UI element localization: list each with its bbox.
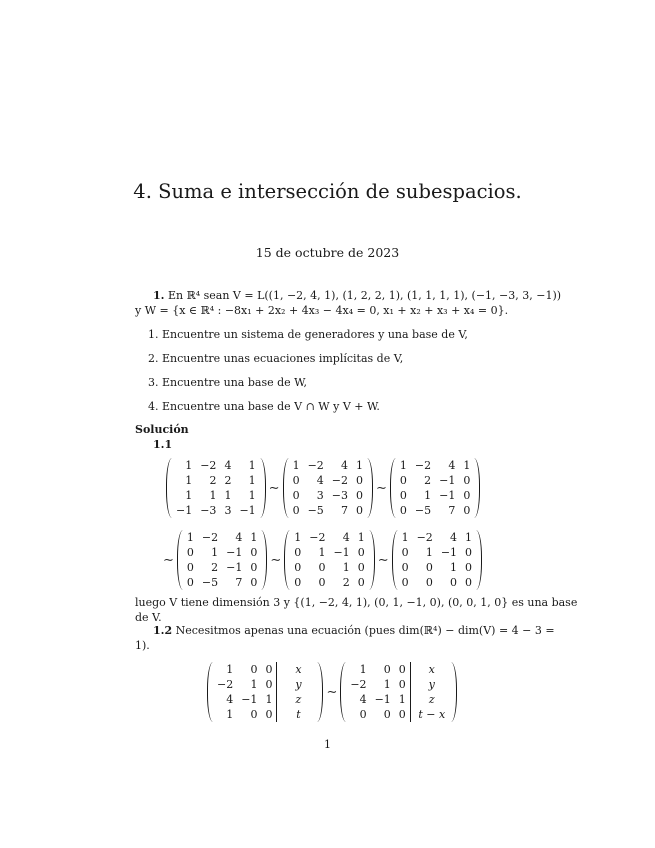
augmented-entry: y xyxy=(277,677,318,692)
matrix-entry: 3 xyxy=(316,489,324,502)
problem-item-2: 2. Encuentre unas ecuaciones implícitas de V, xyxy=(148,352,404,365)
matrix-entry: −2 xyxy=(416,531,433,544)
matrix-2-2 xyxy=(284,530,374,590)
left-paren xyxy=(177,530,183,590)
matrix-entry: 0 xyxy=(383,708,391,721)
matrix-entry: 1 xyxy=(294,531,302,544)
matrix-entry: 0 xyxy=(318,561,326,574)
matrix-entry: 1 xyxy=(185,459,193,472)
matrix-entry: 0 xyxy=(294,576,302,589)
matrix-entry: 1 xyxy=(250,678,258,691)
right-paren xyxy=(476,530,482,590)
matrix-entry: 4 xyxy=(226,693,234,706)
matrix-entry: 3 xyxy=(224,504,232,517)
augmented-entry: y xyxy=(410,677,451,692)
matrix-entry: 0 xyxy=(250,546,258,559)
matrix-entry: −1 xyxy=(439,489,456,502)
matrix-entry: 1 xyxy=(226,663,234,676)
matrix-entry: −1 xyxy=(241,693,258,706)
matrix-entry: −5 xyxy=(414,504,432,517)
matrix-entry: 0 xyxy=(401,561,409,574)
matrix-entry: 0 xyxy=(450,576,458,589)
matrix-entry: 1 xyxy=(318,546,326,559)
matrix-entry: 1 xyxy=(398,693,406,706)
left-paren xyxy=(284,530,290,590)
matrix-1-2 xyxy=(283,458,373,518)
right-paren xyxy=(451,662,457,722)
matrix-entry: 0 xyxy=(292,504,300,517)
augmented-row xyxy=(207,662,457,722)
matrix-entry: 1 xyxy=(465,531,473,544)
matrix-entry: 2 xyxy=(209,474,217,487)
page-title: 4. Suma e intersección de subespacios. xyxy=(133,180,522,203)
matrix-entry: 1 xyxy=(185,489,193,502)
matrix-entry: 0 xyxy=(357,561,365,574)
matrix-entry: 1 xyxy=(359,663,367,676)
matrix-entry: 2 xyxy=(342,576,350,589)
matrix-entry: 1 xyxy=(248,459,256,472)
matrix-entry: 0 xyxy=(356,489,363,502)
matrix-entry: 0 xyxy=(465,576,473,589)
matrix-entry: 0 xyxy=(398,663,406,676)
matrix-entry: 0 xyxy=(465,546,473,559)
problem-item-1: 1. Encuentre un sistema de generadores y una base de V, xyxy=(148,328,468,341)
matrix-entry: 1 xyxy=(401,531,409,544)
matrix-entry: 0 xyxy=(398,708,406,721)
matrix-entry: −5 xyxy=(307,504,324,517)
matrix-entry: 0 xyxy=(399,489,407,502)
matrix-entry: 0 xyxy=(186,561,194,574)
matrix-entry: 0 xyxy=(265,663,273,676)
equivalence-tilde: ∼ xyxy=(270,552,282,568)
matrix-entry: −2 xyxy=(331,474,348,487)
matrix-entry: 0 xyxy=(294,546,302,559)
matrix-entry: 0 xyxy=(401,576,409,589)
problem-statement-2: y W = {x ∈ ℝ⁴ : −8x₁ + 2x₂ + 4x₃ − 4x₄ = 0, x₁ + x₂ + x₃ + x₄ = 0}. xyxy=(135,304,509,317)
augmented-entry: x xyxy=(410,662,451,677)
augmented-entry: x xyxy=(277,662,318,677)
subsection-1-2-text: Necesitmos apenas una ecuación (pues dim(ℝ⁴) − dim(V) = 4 − 3 = xyxy=(175,624,555,637)
problem-item-3: 3. Encuentre una base de W, xyxy=(148,376,308,389)
matrix-entry: 7 xyxy=(341,504,348,517)
matrix-row-2 xyxy=(160,530,482,590)
augmented-matrix-1 xyxy=(207,662,323,722)
matrix-entry: 0 xyxy=(292,474,300,487)
matrix-entry: −3 xyxy=(200,504,217,517)
matrix-entry: 0 xyxy=(425,576,433,589)
augmented-entry: t − x xyxy=(410,707,451,722)
matrix-entry: 0 xyxy=(294,561,302,574)
matrix-entry: 1 xyxy=(248,489,256,502)
matrix-entry: 0 xyxy=(399,504,407,517)
left-paren xyxy=(166,458,172,518)
matrix-entry: 1 xyxy=(211,546,219,559)
matrix-row-1 xyxy=(166,458,480,518)
right-paren xyxy=(317,662,323,722)
equivalence-tilde: ∼ xyxy=(376,480,387,496)
matrix-entry: 1 xyxy=(463,459,471,472)
matrix-entry: 0 xyxy=(265,708,273,721)
matrix-entry: 1 xyxy=(209,489,217,502)
matrix-entry: 0 xyxy=(250,576,258,589)
right-paren xyxy=(367,458,373,518)
matrix-entry: −2 xyxy=(414,459,432,472)
matrix-entry: 1 xyxy=(383,678,391,691)
matrix-entry: −2 xyxy=(307,459,324,472)
matrix-entry: 4 xyxy=(341,459,348,472)
matrix-entry: 1 xyxy=(250,531,258,544)
matrix-1-1 xyxy=(166,458,266,518)
left-paren xyxy=(207,662,213,722)
matrix-entry: 4 xyxy=(235,531,243,544)
right-paren xyxy=(474,458,480,518)
right-paren xyxy=(260,458,266,518)
matrix-entry: 0 xyxy=(399,474,407,487)
matrix-entry: 1 xyxy=(399,459,407,472)
matrix-entry: 0 xyxy=(463,474,471,487)
matrix-entry: 1 xyxy=(357,531,365,544)
matrix-entry: 1 xyxy=(292,459,300,472)
left-paren xyxy=(340,662,346,722)
matrix-entry: 4 xyxy=(316,474,324,487)
problem-statement-1: En ℝ⁴ sean V = L((1, −2, 4, 1), (1, 2, 2, 1), (1, 1, 1, 1), (−1, −3, 3, −1)) xyxy=(167,289,562,302)
matrix-entry: 0 xyxy=(250,663,258,676)
matrix-entry: −2 xyxy=(350,678,367,691)
matrix-entry: −1 xyxy=(333,546,350,559)
problem-item-4: 4. Encuentre una base de V ∩ W y V + W. xyxy=(148,400,380,413)
matrix-entry: 0 xyxy=(186,576,194,589)
matrix-entry: 1 xyxy=(248,474,256,487)
left-paren xyxy=(392,530,398,590)
matrix-entry: 0 xyxy=(425,561,433,574)
page-date: 15 de octubre de 2023 xyxy=(255,245,400,260)
matrix-entry: 0 xyxy=(357,576,365,589)
matrix-entry: −2 xyxy=(200,459,217,472)
augmented-entry: t xyxy=(277,707,318,722)
subsection-1-1: 1.1 xyxy=(153,438,173,451)
matrix-entry: 7 xyxy=(448,504,456,517)
matrix-entry: −1 xyxy=(440,546,458,559)
matrix-entry: 2 xyxy=(424,474,432,487)
matrix-entry: −1 xyxy=(226,561,243,574)
matrix-entry: 1 xyxy=(185,474,193,487)
augmented-entry: z xyxy=(277,692,318,707)
matrix-entry: 0 xyxy=(356,504,363,517)
matrix-entry: 0 xyxy=(359,708,367,721)
matrix-entry: 1 xyxy=(224,489,232,502)
matrix-entry: 4 xyxy=(359,693,367,706)
matrix-entry: −5 xyxy=(201,576,219,589)
matrix-entry: 4 xyxy=(224,459,232,472)
matrix-entry: 0 xyxy=(465,561,473,574)
solution-heading: Solución xyxy=(135,423,189,436)
matrix-entry: −1 xyxy=(239,504,256,517)
matrix-entry: 1 xyxy=(265,693,273,706)
matrix-entry: 0 xyxy=(463,504,471,517)
matrix-entry: −1 xyxy=(439,474,456,487)
matrix-entry: 0 xyxy=(250,708,258,721)
matrix-entry: 0 xyxy=(318,576,326,589)
matrix-entry: −3 xyxy=(331,489,348,502)
problem-number: 1. xyxy=(153,289,165,302)
matrix-entry: 1 xyxy=(425,546,433,559)
page-number: 1 xyxy=(324,738,331,751)
equivalence-tilde: ∼ xyxy=(268,480,280,496)
left-paren xyxy=(283,458,289,518)
matrix-entry: 1 xyxy=(424,489,432,502)
matrix-entry: 4 xyxy=(448,459,456,472)
matrix-entry: −2 xyxy=(309,531,326,544)
matrix-entry: 0 xyxy=(265,678,273,691)
subsection-1-2: 1.2 xyxy=(153,624,173,637)
matrix-entry: 1 xyxy=(356,459,363,472)
right-paren xyxy=(369,530,375,590)
subsection-1-2-line xyxy=(153,623,555,638)
left-paren xyxy=(390,458,396,518)
matrix-entry: −1 xyxy=(226,546,243,559)
matrix-entry: −1 xyxy=(176,504,193,517)
matrix-entry: 0 xyxy=(250,561,258,574)
matrix-entry: 7 xyxy=(235,576,243,589)
matrix-entry: 4 xyxy=(342,531,350,544)
subsection-1-2-text-2: 1). xyxy=(135,639,150,652)
matrix-entry: 1 xyxy=(226,708,234,721)
matrix-2-3 xyxy=(392,530,482,590)
matrix-entry: −2 xyxy=(217,678,234,691)
equivalence-tilde: ∼ xyxy=(377,552,389,568)
matrix-entry: 0 xyxy=(356,474,363,487)
matrix-entry: 0 xyxy=(186,546,194,559)
matrix-entry: 0 xyxy=(463,489,471,502)
problem-line-1 xyxy=(153,288,561,303)
equivalence-tilde: ∼ xyxy=(326,684,338,700)
equivalence-tilde: ∼ xyxy=(163,552,174,568)
matrix-entry: 0 xyxy=(292,489,300,502)
matrix-entry: −2 xyxy=(201,531,219,544)
matrix-entry: 0 xyxy=(357,546,365,559)
matrix-entry: −1 xyxy=(374,693,391,706)
matrix-2-1 xyxy=(177,530,267,590)
conclusion-line-2: de V. xyxy=(135,611,162,624)
augmented-entry: z xyxy=(410,692,451,707)
matrix-1-3 xyxy=(390,458,480,518)
augmented-matrix-2 xyxy=(340,662,456,722)
conclusion-line-1: luego V tiene dimensión 3 y {(1, −2, 4, 1), (0, 1, −1, 0), (0, 0, 1, 0} es una base xyxy=(135,596,578,609)
right-paren xyxy=(261,530,267,590)
matrix-entry: 0 xyxy=(401,546,409,559)
matrix-entry: 0 xyxy=(383,663,391,676)
matrix-entry: 1 xyxy=(342,561,350,574)
matrix-entry: 1 xyxy=(186,531,194,544)
matrix-entry: 1 xyxy=(450,561,458,574)
matrix-entry: 2 xyxy=(211,561,219,574)
matrix-entry: 0 xyxy=(398,678,406,691)
matrix-entry: 2 xyxy=(224,474,232,487)
matrix-entry: 4 xyxy=(450,531,458,544)
